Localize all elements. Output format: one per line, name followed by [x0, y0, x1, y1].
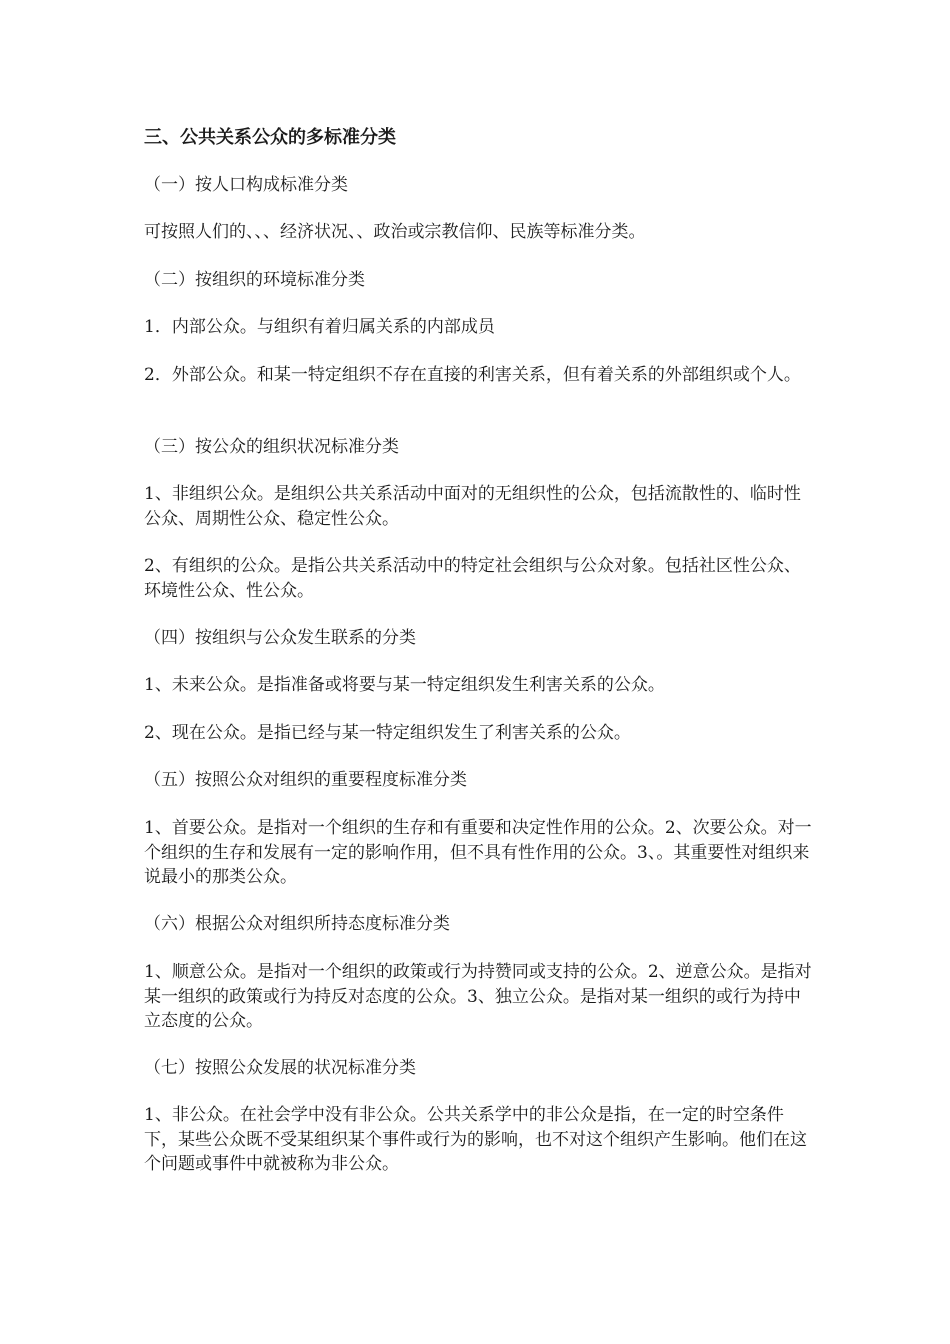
document-title: 三、公共关系公众的多标准分类	[144, 127, 396, 148]
paragraph: 1、非组织公众。是组织公共关系活动中面对的无组织性的公众，包括流散性的、临时性公众、周期性公众、稳定性公众。	[144, 484, 801, 529]
paragraph: 2、现在公众。是指已经与某一特定组织发生了利害关系的公众。	[144, 723, 631, 743]
section-heading-6: （六）根据公众对组织所持态度标准分类	[144, 914, 450, 934]
paragraph: 1、顺意公众。是指对一个组织的政策或行为持赞同或支持的公众。2、逆意公众。是指对某一组织的政策或行为持反对态度的公众。3、独立公众。是指对某一组织的或行为持中立态度的公众。	[144, 962, 812, 1031]
paragraph: 2．外部公众。和某一特定组织不存在直接的利害关系，但有着关系的外部组织或个人。	[144, 365, 801, 385]
section-heading-5: （五）按照公众对组织的重要程度标准分类	[144, 770, 467, 790]
paragraph: 可按照人们的、、、经济状况、、政治或宗教信仰、民族等标准分类。	[144, 222, 646, 242]
section-heading-4: （四）按组织与公众发生联系的分类	[144, 628, 416, 648]
paragraph: 2、有组织的公众。是指公共关系活动中的特定社会组织与公众对象。包括社区性公众、环境性公众、性公众。	[144, 556, 801, 601]
paragraph: 1、首要公众。是指对一个组织的生存和有重要和决定性作用的公众。2、次要公众。对一个组织的生存和发展有一定的影响作用，但不具有性作用的公众。3、。其重要性对组织来说最小的那类公众。	[144, 818, 812, 887]
paragraph: 1、非公众。在社会学中没有非公众。公共关系学中的非公众是指，在一定的时空条件下，某些公众既不受某组织某个事件或行为的影响，也不对这个组织产生影响。他们在这个问题或事件中就被称为非公众。	[144, 1105, 807, 1174]
paragraph: 1、未来公众。是指准备或将要与某一特定组织发生利害关系的公众。	[144, 675, 665, 695]
paragraph: 1．内部公众。与组织有着归属关系的内部成员	[144, 317, 495, 337]
section-heading-2: （二）按组织的环境标准分类	[144, 270, 365, 290]
section-heading-1: （一）按人口构成标准分类	[144, 175, 348, 195]
section-heading-7: （七）按照公众发展的状况标准分类	[144, 1058, 416, 1078]
section-heading-3: （三）按公众的组织状况标准分类	[144, 437, 399, 457]
